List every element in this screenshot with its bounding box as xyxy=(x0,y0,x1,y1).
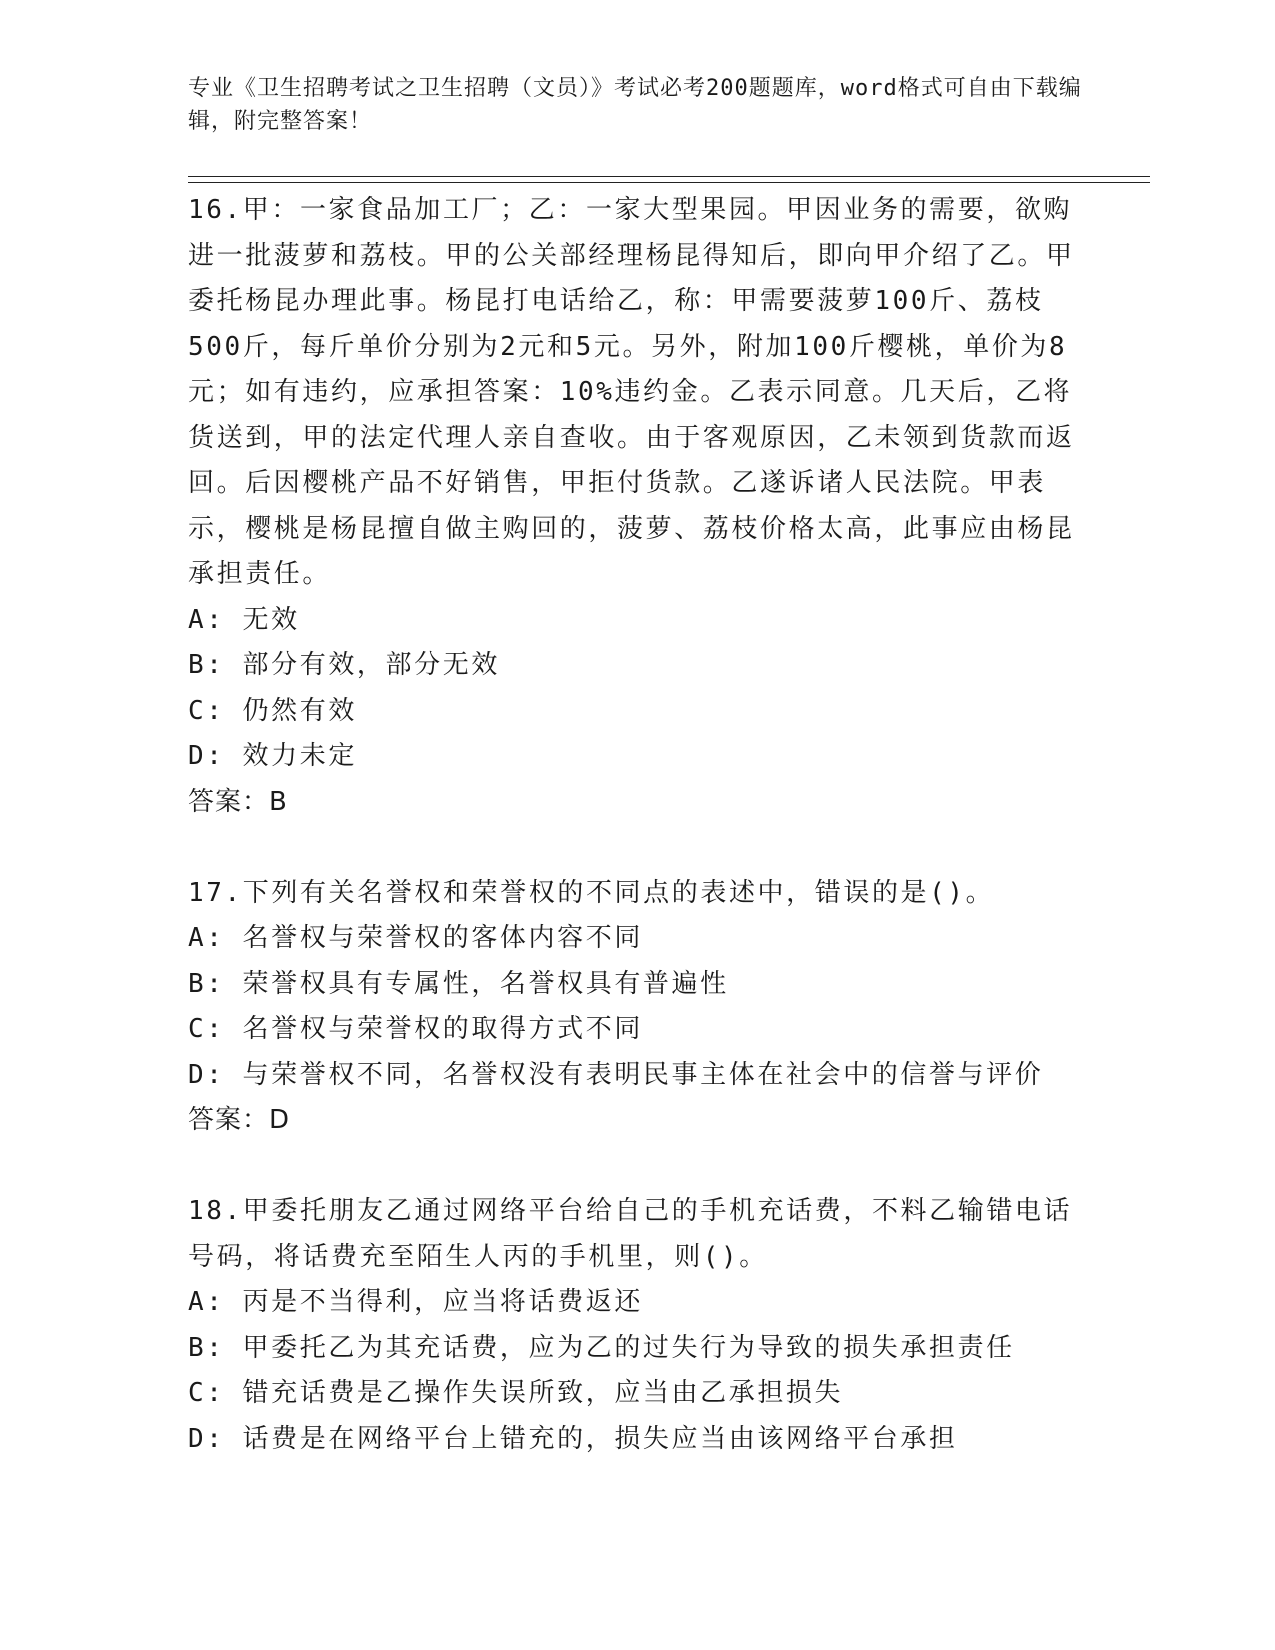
question-stem: 16.甲：一家食品加工厂；乙：一家大型果园。甲因业务的需要，欲购进一批菠萝和荔枝。甲的公关部经理杨昆得知后，即向甲介绍了乙。甲委托杨昆办理此事。杨昆打电话给乙，称：甲需要菠萝100斤、荔枝500斤，每斤单价分别为2元和5元。另外，附加100斤樱桃，单价为8元；如有违约，应承担答案：10%违约金。乙表示同意。几天后，乙将货送到，甲的法定代理人亲自查收。由于客观原因，乙未领到货款而返回。后因樱桃产品不好销售，甲拒付货款。乙遂诉诸人民法院。甲表示，樱桃是杨昆擅自做主购回的，菠萝、荔枝价格太高，此事应由杨昆承担责任。 xyxy=(188,195,1075,589)
option-text: 荣誉权具有专属性，名誉权具有普遍性 xyxy=(242,968,729,999)
option-text: 名誉权与荣誉权的客体内容不同 xyxy=(242,923,643,953)
option-text: 部分有效，部分无效 xyxy=(242,650,500,680)
option-text: 与荣誉权不同，名誉权没有表明民事主体在社会中的信誉与评价 xyxy=(242,1059,1044,1090)
option-a xyxy=(188,598,1088,644)
option-letter: C: xyxy=(188,1014,225,1044)
option-letter: A: xyxy=(188,604,225,635)
option-c xyxy=(188,1371,1088,1417)
option-text: 甲委托乙为其充话费，应为乙的过失行为导致的损失承担责任 xyxy=(242,1332,1015,1363)
question-17 xyxy=(188,871,1088,1144)
option-a xyxy=(188,1280,1088,1326)
answer-line: 答案：B xyxy=(188,786,288,817)
document-header: 专业《卫生招聘考试之卫生招聘（文员）》考试必考200题题库，word格式可自由下载编辑，附完整答案！ xyxy=(188,76,1082,134)
option-text: 错充话费是乙操作失误所致，应当由乙承担损失 xyxy=(242,1378,844,1408)
option-text: 名誉权与荣誉权的取得方式不同 xyxy=(242,1014,643,1044)
spacer xyxy=(188,825,1088,871)
question-18 xyxy=(188,1189,1088,1462)
answer-line: 答案：D xyxy=(188,1105,291,1135)
option-text: 仍然有效 xyxy=(242,695,357,726)
option-letter: A: xyxy=(188,923,225,953)
option-letter: C: xyxy=(188,695,225,726)
spacer xyxy=(188,1144,1088,1190)
question-stem: 18.甲委托朋友乙通过网络平台给自己的手机充话费，不料乙输错电话号码，将话费充至陌生人丙的手机里，则()。 xyxy=(188,1196,1073,1272)
option-text: 丙是不当得利，应当将话费返还 xyxy=(242,1287,643,1317)
option-letter: D: xyxy=(188,741,225,771)
option-letter: D: xyxy=(188,1059,225,1090)
option-text: 话费是在网络平台上错充的，损失应当由该网络平台承担 xyxy=(242,1423,958,1454)
question-16 xyxy=(188,188,1088,825)
option-letter: D: xyxy=(188,1423,225,1454)
option-c xyxy=(188,689,1088,735)
option-letter: C: xyxy=(188,1378,225,1408)
option-a xyxy=(188,916,1088,962)
option-b xyxy=(188,962,1088,1008)
option-b xyxy=(188,643,1088,689)
header-divider-top xyxy=(188,176,1150,177)
option-text: 效力未定 xyxy=(242,741,357,771)
option-text: 无效 xyxy=(242,604,300,635)
option-c xyxy=(188,1007,1088,1053)
question-list xyxy=(188,188,1088,1462)
header-divider-bottom xyxy=(188,182,1150,183)
option-b xyxy=(188,1326,1088,1372)
option-d xyxy=(188,1053,1088,1099)
option-d xyxy=(188,734,1088,780)
option-letter: B: xyxy=(188,968,225,999)
option-letter: A: xyxy=(188,1287,225,1317)
option-d xyxy=(188,1417,1088,1463)
option-letter: B: xyxy=(188,650,225,680)
question-stem: 17.下列有关名誉权和荣誉权的不同点的表述中，错误的是()。 xyxy=(188,877,995,908)
option-letter: B: xyxy=(188,1332,225,1363)
